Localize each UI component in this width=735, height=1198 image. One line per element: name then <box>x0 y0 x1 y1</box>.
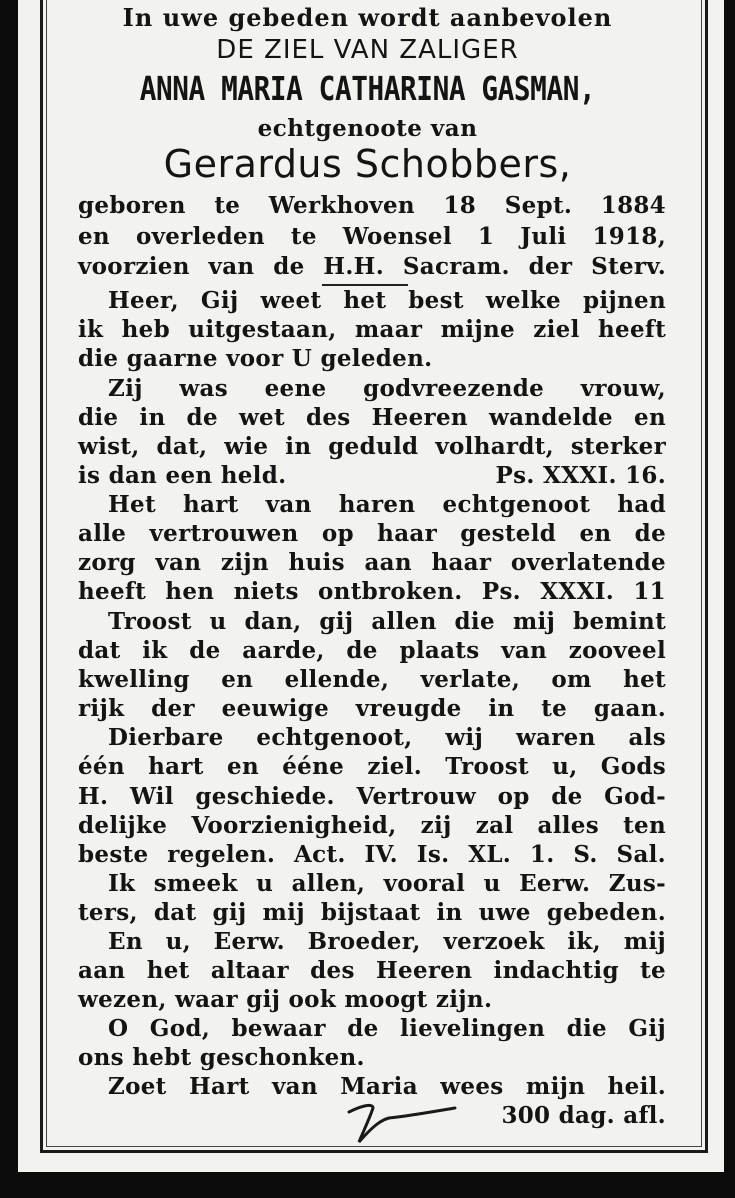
text-line: rijk der eeuwige vreugde in te gaan. <box>78 695 666 722</box>
text-line: H. Wil geschiede. Vertrouw op de God- <box>78 783 666 810</box>
text-line: Heer, Gij weet het best welke pijnen <box>108 287 666 314</box>
text-line: delijke Voorzienigheid, zij zal alles ten <box>78 812 666 839</box>
birth-line: geboren te Werkhoven 18 Sept. 1884 <box>78 192 666 219</box>
text-line: wist, dat, wie in geduld volhardt, sterker <box>78 433 666 460</box>
text-line: Troost u dan, gij allen die mij bemint <box>108 608 666 635</box>
text-line: ik heb uitgestaan, maar mijne ziel heeft <box>78 316 666 343</box>
text-line: die gaarne voor U geleden. <box>78 345 433 372</box>
text-line: één hart en ééne ziel. Troost u, Gods <box>78 753 666 780</box>
spouse-intro: echtgenoote van <box>257 115 478 142</box>
text-line: En u, Eerw. Broeder, verzoek ik, mij <box>108 928 666 955</box>
text-line: Het hart van haren echtgenoot had <box>108 491 666 518</box>
text-line: beste regelen. Act. IV. Is. XL. 1. S. Sal. <box>78 841 666 868</box>
deceased-name: ANNA MARIA CATHARINA GASMAN, <box>139 69 596 108</box>
text-line: heeft hen niets ontbroken. Ps. XXXI. 11 <box>78 578 666 605</box>
text-line: kwelling en ellende, verlate, om het <box>78 666 666 693</box>
text-line: Ik smeek u allen, vooral u Eerw. Zus- <box>108 870 666 897</box>
text-line: Zij was eene godvreezende vrouw, <box>108 375 666 402</box>
sacraments-line: voorzien van de H.H. Sacram. der Sterv. <box>78 253 666 280</box>
text-line: is dan een held. <box>78 462 287 489</box>
scripture-reference: Ps. XXXI. 16. <box>495 462 666 489</box>
text-line: zorg van zijn huis aan haar overlatende <box>78 549 666 576</box>
death-line: en overleden te Woensel 1 Juli 1918, <box>78 223 666 250</box>
soul-of-line: DE ZIEL VAN ZALIGER <box>216 35 519 65</box>
text-line: O God, bewaar de lievelingen die Gij <box>108 1015 666 1042</box>
spouse-name: Gerardus Schobbers, <box>163 142 572 186</box>
text-line: wezen, waar gij ook moogt zijn. <box>78 986 493 1013</box>
indulgence-note: 300 dag. afl. <box>501 1102 666 1129</box>
text-line: ons hebt geschonken. <box>78 1044 365 1071</box>
text-line: alle vertrouwen op haar gesteld en de <box>78 520 666 547</box>
text-line: die in de wet des Heeren wandelde en <box>78 404 666 431</box>
text-line: ters, dat gij mij bijstaat in uwe gebeden. <box>78 899 666 926</box>
text-line: aan het altaar des Heeren indachtig te <box>78 957 666 984</box>
underline-rule <box>322 284 408 286</box>
text-line: Zoet Hart van Maria wees mijn heil. <box>108 1073 666 1100</box>
text-line: Dierbare echtgenoot, wij waren als <box>108 724 666 751</box>
intro-line: In uwe gebeden wordt aanbevolen <box>122 3 613 32</box>
text-line: dat ik de aarde, de plaats van zooveel <box>78 637 666 664</box>
